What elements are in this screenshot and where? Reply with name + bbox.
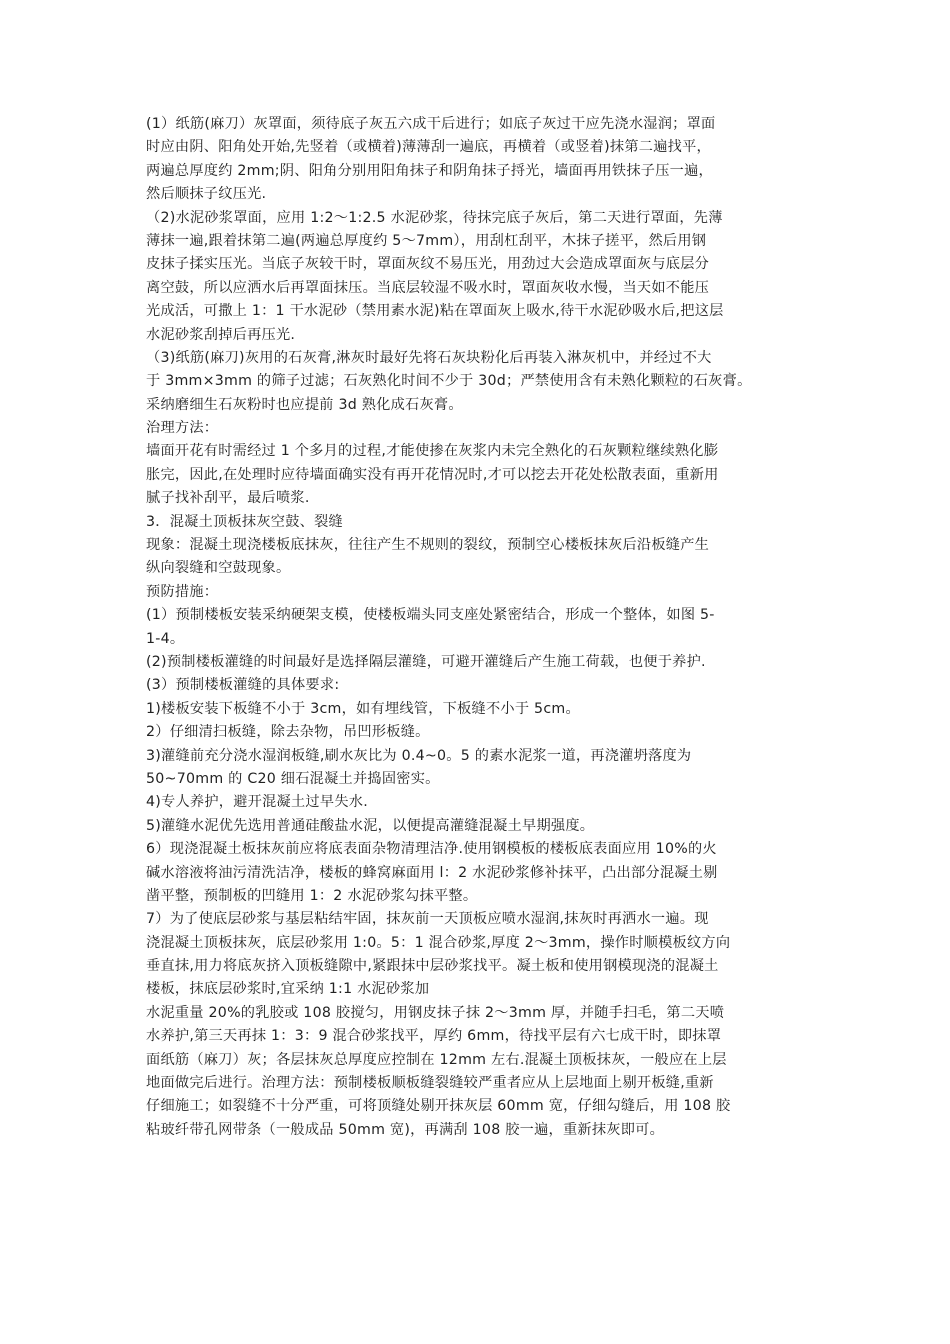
text-line: 3．混凝土顶板抹灰空鼓、裂缝 — [146, 513, 343, 530]
text-line: 7）为了使底层砂浆与基层粘结牢固，抹灰前一天顶板应喷水湿润,抹灰时再洒水一遍。现 — [146, 911, 709, 928]
text-line: 预防措施： — [146, 583, 219, 600]
text-line: 1-4。 — [146, 630, 185, 647]
text-line: (1）预制楼板安装采纳硬架支模，使楼板端头同支座处紧密结合，形成一个整体，如图 5- — [146, 607, 715, 624]
text-line: 离空鼓，所以应洒水后再罩面抹压。当底层较湿不吸水时，罩面灰收水慢，当天如不能压 — [146, 279, 710, 296]
text-line: 水泥重量 20%的乳胶或 108 胶搅匀，用钢皮抹子抹 2～3mm 厚，并随手扫毛，第二天喷 — [146, 1004, 725, 1021]
text-line: 3)灌缝前充分浇水湿润板缝,刷水灰比为 0.4~0。5 的素水泥浆一道，再浇灌坍落度为 — [146, 747, 692, 764]
text-line: 6）现浇混凝土板抹灰前应将底表面杂物清理洁净.使用钢模板的楼板底表面应用 10%的火 — [146, 841, 717, 858]
text-line: 腻子找补刮平，最后喷浆. — [146, 490, 310, 507]
text-line: 墙面开花有时需经过 1 个多月的过程,才能使掺在灰浆内未完全熟化的石灰颗粒继续熟化膨 — [146, 443, 719, 460]
text-line: 纵向裂缝和空鼓现象。 — [146, 560, 291, 577]
text-line: 凿平整，预制板的凹缝用 1：2 水泥砂浆勾抹平整。 — [146, 887, 478, 904]
text-line: 5)灌缝水泥优先选用普通硅酸盐水泥，以便提高灌缝混凝土早期强度。 — [146, 817, 595, 834]
text-line: 地面做完后进行。治理方法：预制楼板顺板缝裂缝较严重者应从上层地面上剔开板缝,重新 — [146, 1075, 714, 1092]
document-body — [146, 113, 814, 1142]
text-line: 胀完，因此,在处理时应待墙面确实没有再开花情况时,才可以挖去开花处松散表面，重新用 — [146, 466, 719, 483]
text-line: 仔细施工；如裂缝不十分严重，可将顶缝处剔开抹灰层 60mm 宽，仔细勾缝后，用 108 胶 — [146, 1098, 731, 1115]
text-line: 2）仔细清扫板缝，除去杂物，吊凹形板缝。 — [146, 724, 430, 741]
text-line: 于 3mm×3mm 的筛子过滤；石灰熟化时间不少于 30d；严禁使用含有未熟化颗粒的石灰膏。 — [146, 373, 752, 390]
text-line: (3）预制楼板灌缝的具体要求: — [146, 677, 340, 694]
text-line: 4)专人养护，避开混凝土过早失水. — [146, 794, 368, 811]
text-line: 采纳磨细生石灰粉时也应提前 3d 熟化成石灰膏。 — [146, 396, 463, 413]
text-line: 时应由阴、阳角处开始,先竖着（或横着)薄薄刮一遍底，再横着（或竖着)抹第二遍找平， — [146, 139, 711, 156]
text-line: 光成活，可撒上 1：1 干水泥砂（禁用素水泥)粘在罩面灰上吸水,待干水泥砂吸水后,把这层 — [146, 303, 724, 320]
text-line: （3)纸筋(麻刀)灰用的石灰膏,淋灰时最好先将石灰块粉化后再装入淋灰机中，并经过不大 — [146, 349, 712, 366]
text-line: 现象：混凝土现浇楼板底抹灰，往往产生不规则的裂纹，预制空心楼板抹灰后沿板缝产生 — [146, 537, 710, 554]
text-line: (1）纸筋(麻刀）灰罩面，须待底子灰五六成干后进行；如底子灰过干应先浇水湿润；罩面 — [146, 116, 716, 132]
text-line: 水养护,第三天再抹 1：3：9 混合砂浆找平，厚约 6mm，待找平层有六七成干时，即抹罩 — [146, 1028, 722, 1045]
text-line: 水泥砂浆刮掉后再压光. — [146, 326, 296, 343]
text-line: 粘玻纤带孔网带条（一般成品 50mm 宽)，再满刮 108 胶一遍，重新抹灰即可。 — [146, 1121, 665, 1138]
text-line: 然后顺抹子纹压光. — [146, 186, 267, 203]
text-line: 皮抹子揉实压光。当底子灰较干时，罩面灰纹不易压光，用劲过大会造成罩面灰与底层分 — [146, 256, 710, 273]
text-line: 1)楼板安装下板缝不小于 3cm，如有埋线管，下板缝不小于 5cm。 — [146, 700, 580, 717]
text-line: 面纸筋（麻刀）灰；各层抹灰总厚度应控制在 12mm 左右.混凝土顶板抹灰，一般应在上层 — [146, 1051, 727, 1068]
text-line: 垂直抹,用力将底灰挤入顶板缝隙中,紧跟抹中层砂浆找平。凝土板和使用钢模现浇的混凝土 — [146, 958, 719, 975]
text-line: 治理方法： — [146, 420, 219, 437]
text-line: 50~70mm 的 C20 细石混凝土并捣固密实。 — [146, 770, 440, 787]
text-line: （2)水泥砂浆罩面，应用 1:2～1:2.5 水泥砂浆，待抹完底子灰后，第二天进行罩面，先薄 — [146, 209, 723, 226]
text-line: 薄抹一遍,跟着抹第二遍(两遍总厚度约 5～7mm），用刮杠刮平，木抹子搓平，然后用钢 — [146, 232, 707, 249]
text-line: 楼板，抹底层砂浆时,宜采纳 1:1 水泥砂浆加 — [146, 981, 430, 998]
text-line: 浇混凝土顶板抹灰，底层砂浆用 1:0。5：1 混合砂浆,厚度 2～3mm，操作时顺模板纹方向 — [146, 934, 731, 951]
text-line: (2)预制楼板灌缝的时间最好是选择隔层灌缝，可避开灌缝后产生施工荷载，也便于养护. — [146, 653, 706, 670]
text-line: 碱水溶液将油污清洗洁净，楼板的蜂窝麻面用 l：2 水泥砂浆修补抹平，凸出部分混凝土剔 — [146, 864, 718, 881]
text-line: 两遍总厚度约 2mm;阴、阳角分别用阳角抹子和阴角抹子捋光，墙面再用铁抹子压一遍， — [146, 162, 713, 179]
